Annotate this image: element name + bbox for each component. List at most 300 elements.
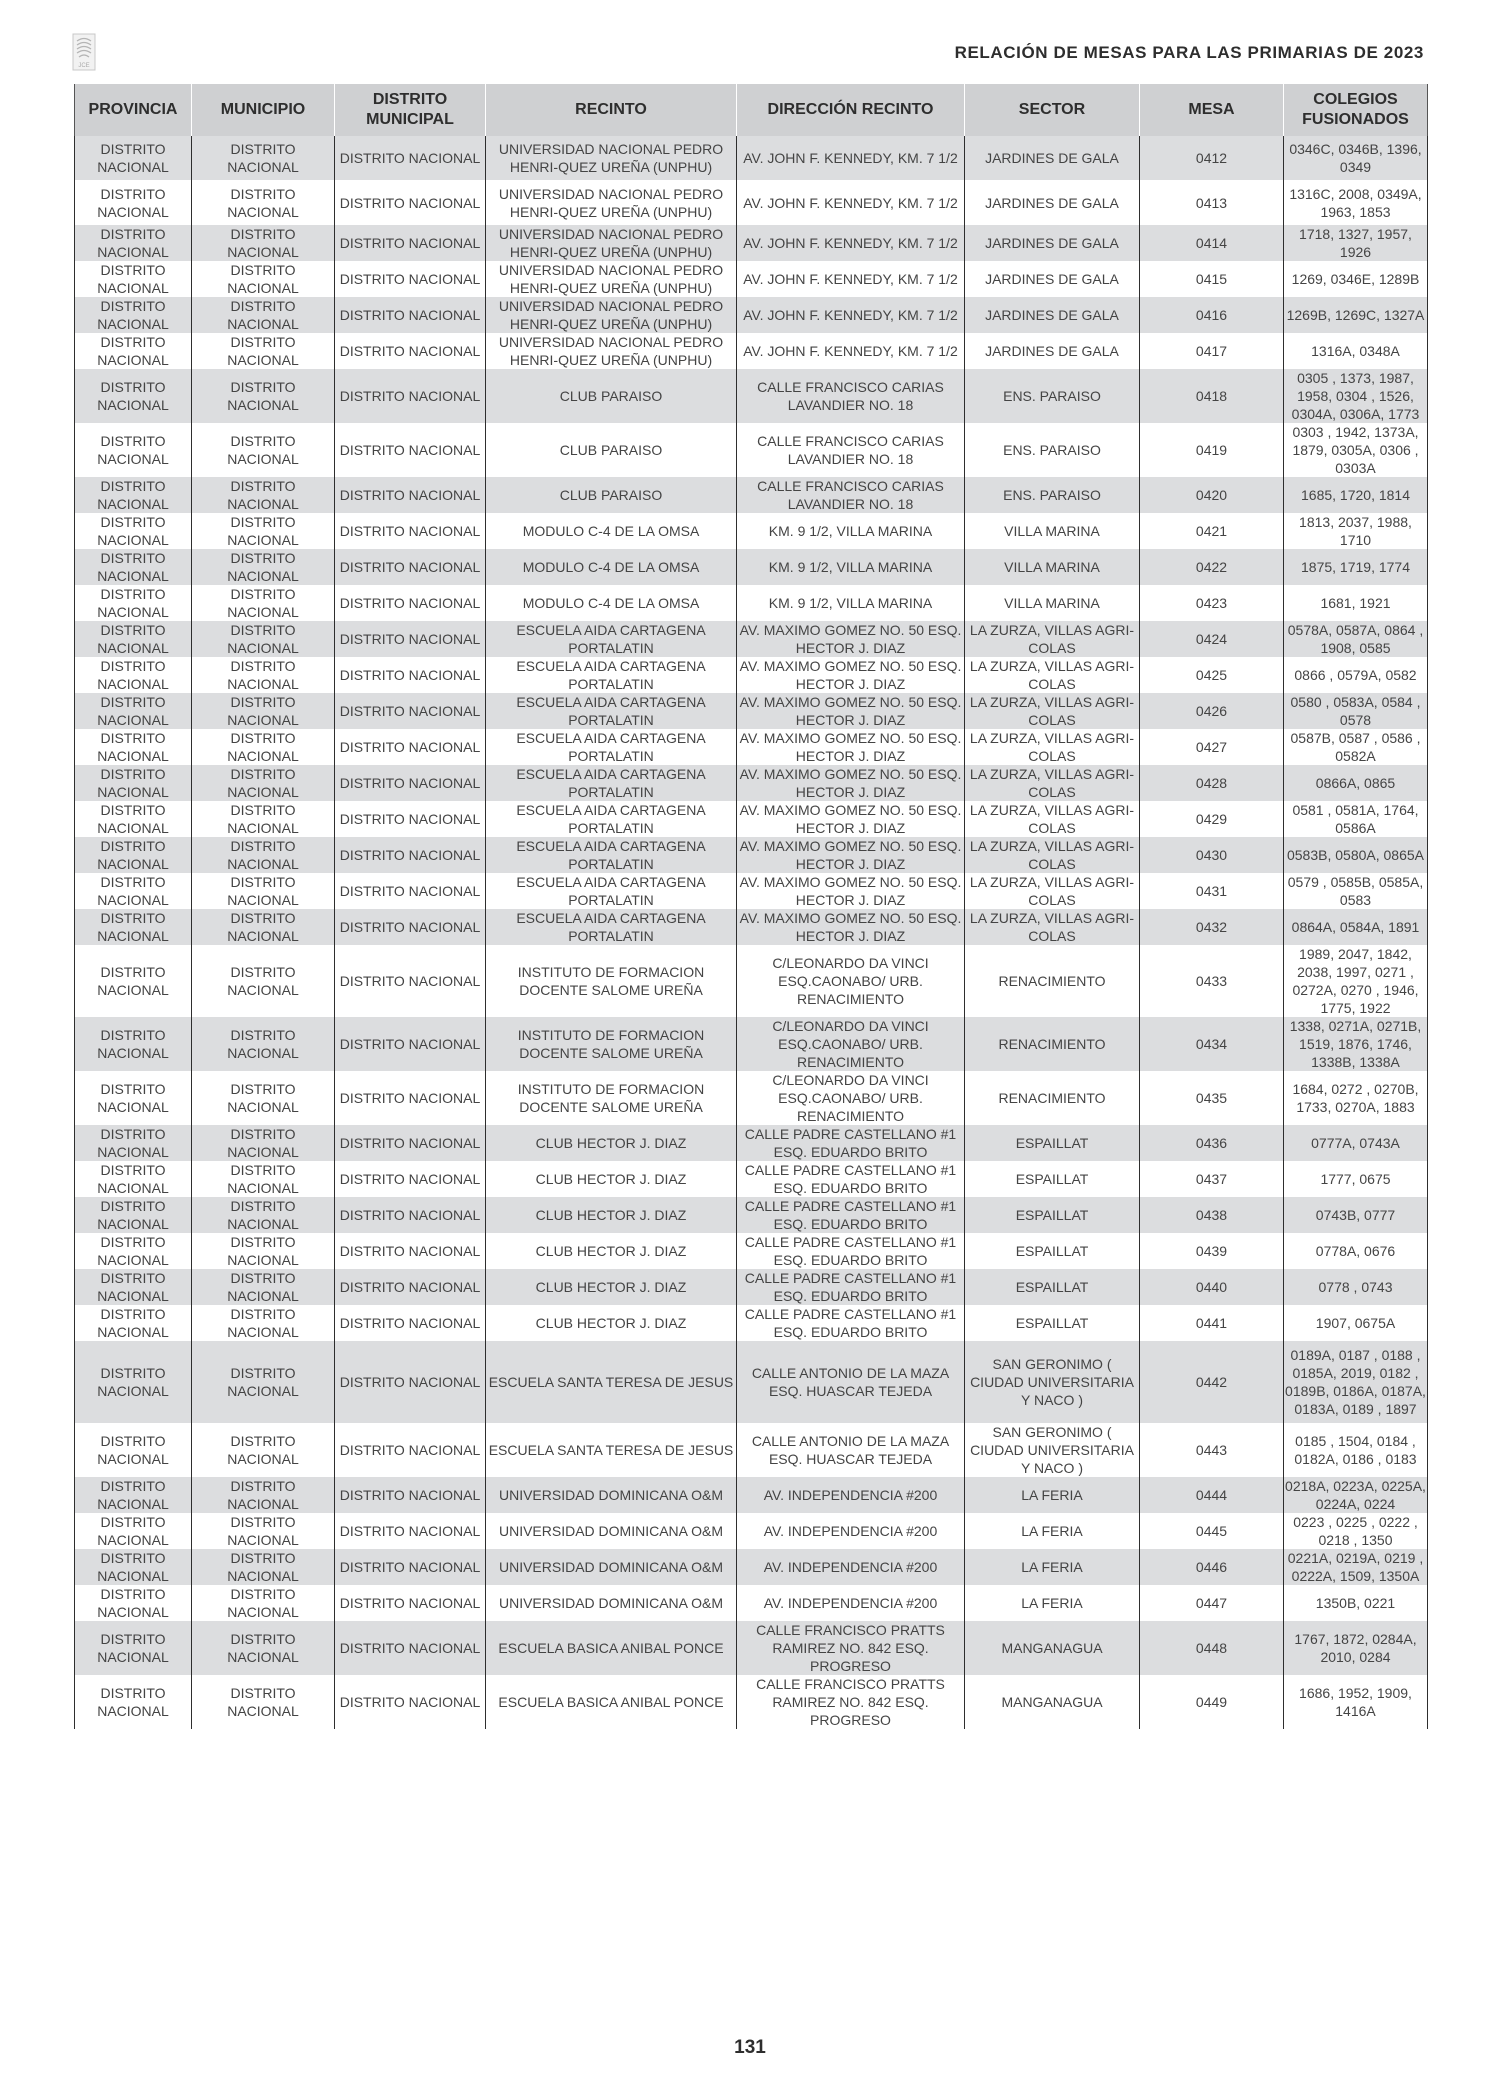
table-row: [75, 657, 1428, 693]
table-row: [75, 1269, 1428, 1305]
cell-distrito-municipal: DISTRITO NACIONAL: [335, 477, 486, 513]
column-header-municipio: MUNICIPIO: [192, 84, 335, 136]
cell-direccion-recinto: CALLE PADRE CASTELLANO #1 ESQ. EDUARDO BRITO: [737, 1161, 965, 1197]
table-row: [75, 1477, 1428, 1513]
cell-sector: LA ZURZA, VILLAS AGRI-COLAS: [965, 801, 1140, 837]
cell-direccion-recinto: CALLE PADRE CASTELLANO #1 ESQ. EDUARDO BRITO: [737, 1125, 965, 1161]
cell-provincia: DISTRITO NACIONAL: [75, 765, 192, 801]
cell-colegios-fusionados: 1907, 0675A: [1284, 1305, 1428, 1341]
cell-sector: RENACIMIENTO: [965, 1071, 1140, 1125]
table-row: [75, 1071, 1428, 1125]
cell-sector: LA ZURZA, VILLAS AGRI-COLAS: [965, 873, 1140, 909]
cell-colegios-fusionados: 1875, 1719, 1774: [1284, 549, 1428, 585]
cell-distrito-municipal: DISTRITO NACIONAL: [335, 1675, 486, 1729]
cell-colegios-fusionados: 0581 , 0581A, 1764, 0586A: [1284, 801, 1428, 837]
cell-sector: JARDINES DE GALA: [965, 261, 1140, 297]
cell-direccion-recinto: CALLE ANTONIO DE LA MAZA ESQ. HUASCAR TEJEDA: [737, 1423, 965, 1477]
cell-direccion-recinto: CALLE PADRE CASTELLANO #1 ESQ. EDUARDO BRITO: [737, 1233, 965, 1269]
cell-recinto: UNIVERSIDAD DOMINICANA O&M: [486, 1477, 737, 1513]
cell-sector: LA ZURZA, VILLAS AGRI-COLAS: [965, 693, 1140, 729]
cell-distrito-municipal: DISTRITO NACIONAL: [335, 693, 486, 729]
cell-direccion-recinto: AV. JOHN F. KENNEDY, KM. 7 1/2: [737, 180, 965, 225]
cell-municipio: DISTRITO NACIONAL: [192, 1017, 335, 1071]
cell-recinto: CLUB PARAISO: [486, 477, 737, 513]
cell-colegios-fusionados: 0218A, 0223A, 0225A, 0224A, 0224: [1285, 1478, 1426, 1512]
cell-colegios-fusionados: 0303 , 1942, 1373A, 1879, 0305A, 0306 , 0303A: [1284, 423, 1428, 477]
cell-mesa: 0436: [1140, 1125, 1284, 1161]
cell-sector: ENS. PARAISO: [965, 423, 1140, 477]
cell-mesa: 0443: [1140, 1423, 1284, 1477]
cell-municipio: DISTRITO NACIONAL: [192, 225, 335, 261]
cell-provincia: DISTRITO NACIONAL: [75, 369, 192, 423]
cell-distrito-municipal: DISTRITO NACIONAL: [335, 1269, 486, 1305]
cell-distrito-municipal: DISTRITO NACIONAL: [335, 837, 486, 873]
cell-distrito-municipal: DISTRITO NACIONAL: [335, 945, 486, 1017]
cell-municipio: DISTRITO NACIONAL: [192, 1071, 335, 1125]
cell-colegios-fusionados: 1338, 0271A, 0271B, 1519, 1876, 1746, 1338B, 1338A: [1284, 1017, 1428, 1071]
cell-provincia: DISTRITO NACIONAL: [75, 837, 192, 873]
cell-mesa: 0442: [1140, 1341, 1284, 1423]
table-row: [75, 333, 1428, 369]
cell-mesa: 0434: [1140, 1017, 1284, 1071]
cell-colegios-fusionados: 0346C, 0346B, 1396, 0349: [1284, 136, 1428, 180]
cell-recinto: INSTITUTO DE FORMACION DOCENTE SALOME UREÑA: [486, 1017, 737, 1071]
cell-colegios-fusionados: 1718, 1327, 1957, 1926: [1284, 225, 1428, 261]
cell-sector: LA FERIA: [965, 1549, 1140, 1585]
cell-provincia: DISTRITO NACIONAL: [75, 1423, 192, 1477]
cell-municipio: DISTRITO NACIONAL: [192, 477, 335, 513]
cell-mesa: 0422: [1140, 549, 1284, 585]
cell-municipio: DISTRITO NACIONAL: [192, 657, 335, 693]
cell-recinto: UNIVERSIDAD NACIONAL PEDRO HENRI-QUEZ UREÑA (UNPHU): [486, 180, 737, 225]
cell-municipio: DISTRITO NACIONAL: [192, 909, 335, 945]
cell-colegios-fusionados: 1813, 2037, 1988, 1710: [1284, 513, 1428, 549]
cell-direccion-recinto: AV. MAXIMO GOMEZ NO. 50 ESQ. HECTOR J. DIAZ: [737, 837, 965, 873]
cell-colegios-fusionados: 0185 , 1504, 0184 , 0182A, 0186 , 0183: [1284, 1423, 1428, 1477]
cell-mesa: 0429: [1140, 801, 1284, 837]
cell-colegios-fusionados: 0305 , 1373, 1987, 1958, 0304 , 1526, 0304A, 0306A, 1773: [1284, 369, 1428, 423]
cell-sector: LA FERIA: [965, 1513, 1140, 1549]
cell-direccion-recinto: AV. INDEPENDENCIA #200: [737, 1585, 965, 1621]
cell-municipio: DISTRITO NACIONAL: [192, 180, 335, 225]
table-row: [75, 621, 1428, 657]
table-row: [75, 1549, 1428, 1585]
cell-direccion-recinto: CALLE FRANCISCO CARIAS LAVANDIER NO. 18: [737, 477, 965, 513]
cell-recinto: ESCUELA AIDA CARTAGENA PORTALATIN: [486, 837, 737, 873]
cell-recinto: UNIVERSIDAD DOMINICANA O&M: [486, 1549, 737, 1585]
cell-mesa: 0444: [1140, 1477, 1284, 1513]
cell-colegios-fusionados: 1686, 1952, 1909, 1416A: [1284, 1675, 1428, 1729]
cell-recinto: CLUB HECTOR J. DIAZ: [486, 1125, 737, 1161]
cell-colegios-fusionados: 0189A, 0187 , 0188 , 0185A, 2019, 0182 , 0189B, 0186A, 0187A, 0183A, 0189 , 1897: [1284, 1341, 1428, 1423]
cell-sector: LA ZURZA, VILLAS AGRI-COLAS: [965, 909, 1140, 945]
table-row: [75, 261, 1428, 297]
cell-recinto: ESCUELA AIDA CARTAGENA PORTALATIN: [486, 909, 737, 945]
cell-provincia: DISTRITO NACIONAL: [75, 1017, 192, 1071]
table-row: [75, 136, 1428, 180]
cell-municipio: DISTRITO NACIONAL: [192, 837, 335, 873]
cell-mesa: 0438: [1140, 1197, 1284, 1233]
cell-provincia: DISTRITO NACIONAL: [75, 1197, 192, 1233]
cell-recinto: ESCUELA AIDA CARTAGENA PORTALATIN: [486, 801, 737, 837]
cell-colegios-fusionados: 1681, 1921: [1284, 585, 1428, 621]
cell-provincia: DISTRITO NACIONAL: [75, 1125, 192, 1161]
cell-direccion-recinto: KM. 9 1/2, VILLA MARINA: [737, 513, 965, 549]
cell-sector: ESPAILLAT: [965, 1125, 1140, 1161]
cell-distrito-municipal: DISTRITO NACIONAL: [335, 1423, 486, 1477]
cell-sector: VILLA MARINA: [965, 585, 1140, 621]
cell-colegios-fusionados: 0866 , 0579A, 0582: [1284, 657, 1428, 693]
cell-mesa: 0448: [1140, 1621, 1284, 1675]
table-row: [75, 1423, 1428, 1477]
cell-provincia: DISTRITO NACIONAL: [75, 909, 192, 945]
cell-distrito-municipal: DISTRITO NACIONAL: [335, 1477, 486, 1513]
cell-sector: LA ZURZA, VILLAS AGRI-COLAS: [965, 729, 1140, 765]
cell-provincia: DISTRITO NACIONAL: [75, 1513, 192, 1549]
cell-direccion-recinto: CALLE PADRE CASTELLANO #1 ESQ. EDUARDO BRITO: [737, 1305, 965, 1341]
cell-sector: LA ZURZA, VILLAS AGRI-COLAS: [965, 657, 1140, 693]
cell-recinto: ESCUELA AIDA CARTAGENA PORTALATIN: [486, 621, 737, 657]
cell-provincia: DISTRITO NACIONAL: [75, 657, 192, 693]
cell-sector: SAN GERONIMO ( CIUDAD UNIVERSITARIA Y NACO ): [965, 1341, 1140, 1423]
table-row: [75, 1125, 1428, 1161]
cell-mesa: 0416: [1140, 297, 1284, 333]
table-row: [75, 1621, 1428, 1675]
cell-distrito-municipal: DISTRITO NACIONAL: [335, 585, 486, 621]
table-row: [75, 873, 1428, 909]
cell-mesa: 0432: [1140, 909, 1284, 945]
cell-provincia: DISTRITO NACIONAL: [75, 1549, 192, 1585]
cell-mesa: 0414: [1140, 225, 1284, 261]
cell-mesa: 0424: [1140, 621, 1284, 657]
cell-distrito-municipal: DISTRITO NACIONAL: [335, 1125, 486, 1161]
cell-mesa: 0435: [1140, 1071, 1284, 1125]
cell-mesa: 0428: [1140, 765, 1284, 801]
cell-mesa: 0427: [1140, 729, 1284, 765]
cell-direccion-recinto: AV. MAXIMO GOMEZ NO. 50 ESQ. HECTOR J. DIAZ: [737, 621, 965, 657]
cell-recinto: MODULO C-4 DE LA OMSA: [486, 513, 737, 549]
cell-distrito-municipal: DISTRITO NACIONAL: [335, 1071, 486, 1125]
table-row: [75, 369, 1428, 423]
cell-distrito-municipal: DISTRITO NACIONAL: [335, 1197, 486, 1233]
cell-colegios-fusionados: 0778 , 0743: [1284, 1269, 1428, 1305]
cell-provincia: DISTRITO NACIONAL: [75, 1675, 192, 1729]
cell-direccion-recinto: CALLE FRANCISCO CARIAS LAVANDIER NO. 18: [737, 369, 965, 423]
cell-direccion-recinto: AV. INDEPENDENCIA #200: [737, 1477, 965, 1513]
cell-mesa: 0447: [1140, 1585, 1284, 1621]
cell-distrito-municipal: DISTRITO NACIONAL: [335, 1549, 486, 1585]
cell-recinto: ESCUELA AIDA CARTAGENA PORTALATIN: [486, 873, 737, 909]
cell-colegios-fusionados: 0866A, 0865: [1284, 765, 1428, 801]
table-header-row: [75, 84, 1428, 136]
cell-distrito-municipal: DISTRITO NACIONAL: [335, 180, 486, 225]
cell-direccion-recinto: CALLE PADRE CASTELLANO #1 ESQ. EDUARDO BRITO: [737, 1197, 965, 1233]
cell-distrito-municipal: DISTRITO NACIONAL: [335, 801, 486, 837]
cell-municipio: DISTRITO NACIONAL: [192, 1675, 335, 1729]
cell-distrito-municipal: DISTRITO NACIONAL: [335, 513, 486, 549]
table-row: [75, 549, 1428, 585]
cell-sector: MANGANAGUA: [965, 1621, 1140, 1675]
cell-colegios-fusionados: 1316A, 0348A: [1284, 333, 1428, 369]
cell-mesa: 0421: [1140, 513, 1284, 549]
cell-distrito-municipal: DISTRITO NACIONAL: [335, 1513, 486, 1549]
cell-distrito-municipal: DISTRITO NACIONAL: [335, 369, 486, 423]
cell-colegios-fusionados: 1350B, 0221: [1284, 1585, 1428, 1621]
cell-distrito-municipal: DISTRITO NACIONAL: [335, 909, 486, 945]
cell-direccion-recinto: AV. MAXIMO GOMEZ NO. 50 ESQ. HECTOR J. DIAZ: [737, 801, 965, 837]
cell-provincia: DISTRITO NACIONAL: [75, 1341, 192, 1423]
cell-mesa: 0412: [1140, 136, 1284, 180]
cell-direccion-recinto: AV. INDEPENDENCIA #200: [737, 1549, 965, 1585]
cell-municipio: DISTRITO NACIONAL: [192, 1197, 335, 1233]
cell-mesa: 0439: [1140, 1233, 1284, 1269]
cell-municipio: DISTRITO NACIONAL: [192, 1305, 335, 1341]
cell-provincia: DISTRITO NACIONAL: [75, 423, 192, 477]
cell-colegios-fusionados: 0579 , 0585B, 0585A, 0583: [1284, 873, 1428, 909]
table-row: [75, 423, 1428, 477]
table-row: [75, 1161, 1428, 1197]
cell-direccion-recinto: AV. JOHN F. KENNEDY, KM. 7 1/2: [737, 261, 965, 297]
cell-distrito-municipal: DISTRITO NACIONAL: [335, 1017, 486, 1071]
svg-text:JCE: JCE: [78, 63, 90, 69]
cell-distrito-municipal: DISTRITO NACIONAL: [335, 549, 486, 585]
cell-municipio: DISTRITO NACIONAL: [192, 873, 335, 909]
cell-provincia: DISTRITO NACIONAL: [75, 180, 192, 225]
cell-colegios-fusionados: 0587B, 0587 , 0586 , 0582A: [1284, 729, 1428, 765]
table-row: [75, 1017, 1428, 1071]
cell-recinto: UNIVERSIDAD NACIONAL PEDRO HENRI-QUEZ UREÑA (UNPHU): [486, 225, 737, 261]
cell-mesa: 0417: [1140, 333, 1284, 369]
column-header-sector: SECTOR: [965, 84, 1140, 136]
cell-municipio: DISTRITO NACIONAL: [192, 1341, 335, 1423]
cell-recinto: UNIVERSIDAD NACIONAL PEDRO HENRI-QUEZ UREÑA (UNPHU): [486, 136, 737, 180]
table-row: [75, 1305, 1428, 1341]
cell-sector: LA ZURZA, VILLAS AGRI-COLAS: [965, 621, 1140, 657]
cell-recinto: UNIVERSIDAD DOMINICANA O&M: [486, 1513, 737, 1549]
cell-municipio: DISTRITO NACIONAL: [192, 765, 335, 801]
cell-direccion-recinto: C/LEONARDO DA VINCI ESQ.CAONABO/ URB. RENACIMIENTO: [737, 1017, 965, 1071]
cell-municipio: DISTRITO NACIONAL: [192, 549, 335, 585]
cell-municipio: DISTRITO NACIONAL: [192, 585, 335, 621]
cell-recinto: UNIVERSIDAD NACIONAL PEDRO HENRI-QUEZ UREÑA (UNPHU): [486, 261, 737, 297]
cell-distrito-municipal: DISTRITO NACIONAL: [335, 1161, 486, 1197]
cell-recinto: UNIVERSIDAD NACIONAL PEDRO HENRI-QUEZ UREÑA (UNPHU): [486, 333, 737, 369]
table-row: [75, 729, 1428, 765]
cell-sector: JARDINES DE GALA: [965, 180, 1140, 225]
cell-direccion-recinto: AV. JOHN F. KENNEDY, KM. 7 1/2: [737, 225, 965, 261]
cell-direccion-recinto: CALLE FRANCISCO PRATTS RAMIREZ NO. 842 ESQ. PROGRESO: [737, 1621, 965, 1675]
cell-sector: JARDINES DE GALA: [965, 136, 1140, 180]
cell-mesa: 0419: [1140, 423, 1284, 477]
cell-municipio: DISTRITO NACIONAL: [192, 1513, 335, 1549]
cell-colegios-fusionados: 0743B, 0777: [1284, 1197, 1428, 1233]
cell-distrito-municipal: DISTRITO NACIONAL: [335, 1585, 486, 1621]
cell-mesa: 0418: [1140, 369, 1284, 423]
cell-recinto: ESCUELA AIDA CARTAGENA PORTALATIN: [486, 657, 737, 693]
cell-direccion-recinto: CALLE ANTONIO DE LA MAZA ESQ. HUASCAR TEJEDA: [737, 1341, 965, 1423]
cell-colegios-fusionados: 0777A, 0743A: [1284, 1125, 1428, 1161]
cell-mesa: 0413: [1140, 180, 1284, 225]
cell-recinto: ESCUELA SANTA TERESA DE JESUS: [486, 1423, 737, 1477]
cell-municipio: DISTRITO NACIONAL: [192, 1161, 335, 1197]
table-row: [75, 765, 1428, 801]
cell-sector: ESPAILLAT: [965, 1197, 1140, 1233]
cell-municipio: DISTRITO NACIONAL: [192, 621, 335, 657]
cell-mesa: 0441: [1140, 1305, 1284, 1341]
cell-provincia: DISTRITO NACIONAL: [75, 621, 192, 657]
cell-provincia: DISTRITO NACIONAL: [75, 136, 192, 180]
cell-sector: ENS. PARAISO: [965, 477, 1140, 513]
cell-provincia: DISTRITO NACIONAL: [75, 801, 192, 837]
table-row: [75, 945, 1428, 1017]
cell-direccion-recinto: AV. JOHN F. KENNEDY, KM. 7 1/2: [737, 136, 965, 180]
cell-municipio: DISTRITO NACIONAL: [192, 801, 335, 837]
table-row: [75, 693, 1428, 729]
cell-colegios-fusionados: 1777, 0675: [1284, 1161, 1428, 1197]
cell-distrito-municipal: DISTRITO NACIONAL: [335, 423, 486, 477]
cell-mesa: 0425: [1140, 657, 1284, 693]
cell-sector: MANGANAGUA: [965, 1675, 1140, 1729]
cell-direccion-recinto: AV. MAXIMO GOMEZ NO. 50 ESQ. HECTOR J. DIAZ: [737, 693, 965, 729]
cell-colegios-fusionados: 0583B, 0580A, 0865A: [1284, 837, 1428, 873]
cell-sector: RENACIMIENTO: [965, 945, 1140, 1017]
cell-municipio: DISTRITO NACIONAL: [192, 1477, 335, 1513]
cell-sector: JARDINES DE GALA: [965, 297, 1140, 333]
cell-recinto: UNIVERSIDAD NACIONAL PEDRO HENRI-QUEZ UREÑA (UNPHU): [486, 297, 737, 333]
table-row: [75, 1233, 1428, 1269]
cell-colegios-fusionados: 1685, 1720, 1814: [1284, 477, 1428, 513]
cell-recinto: CLUB HECTOR J. DIAZ: [486, 1305, 737, 1341]
cell-distrito-municipal: DISTRITO NACIONAL: [335, 729, 486, 765]
cell-colegios-fusionados: 0221A, 0219A, 0219 , 0222A, 1509, 1350A: [1284, 1549, 1428, 1585]
cell-colegios-fusionados: 0778A, 0676: [1284, 1233, 1428, 1269]
cell-municipio: DISTRITO NACIONAL: [192, 297, 335, 333]
cell-mesa: 0445: [1140, 1513, 1284, 1549]
table-row: [75, 909, 1428, 945]
cell-distrito-municipal: DISTRITO NACIONAL: [335, 225, 486, 261]
cell-sector: ESPAILLAT: [965, 1305, 1140, 1341]
cell-direccion-recinto: AV. JOHN F. KENNEDY, KM. 7 1/2: [737, 333, 965, 369]
cell-municipio: DISTRITO NACIONAL: [192, 1549, 335, 1585]
cell-municipio: DISTRITO NACIONAL: [192, 513, 335, 549]
column-header-provincia: PROVINCIA: [75, 84, 192, 136]
cell-mesa: 0433: [1140, 945, 1284, 1017]
cell-distrito-municipal: DISTRITO NACIONAL: [335, 136, 486, 180]
cell-sector: LA ZURZA, VILLAS AGRI-COLAS: [965, 765, 1140, 801]
cell-distrito-municipal: DISTRITO NACIONAL: [335, 873, 486, 909]
cell-recinto: ESCUELA AIDA CARTAGENA PORTALATIN: [486, 729, 737, 765]
cell-municipio: DISTRITO NACIONAL: [192, 333, 335, 369]
cell-colegios-fusionados: 1269B, 1269C, 1327A: [1284, 297, 1428, 333]
table-row: [75, 225, 1428, 261]
cell-colegios-fusionados: 0864A, 0584A, 1891: [1284, 909, 1428, 945]
cell-direccion-recinto: AV. MAXIMO GOMEZ NO. 50 ESQ. HECTOR J. DIAZ: [737, 657, 965, 693]
cell-colegios-fusionados: 1767, 1872, 0284A, 2010, 0284: [1284, 1621, 1428, 1675]
cell-colegios-fusionados: 0580 , 0583A, 0584 , 0578: [1284, 693, 1428, 729]
cell-direccion-recinto: CALLE PADRE CASTELLANO #1 ESQ. EDUARDO BRITO: [737, 1269, 965, 1305]
cell-sector: ESPAILLAT: [965, 1161, 1140, 1197]
table-row: [75, 1513, 1428, 1549]
cell-direccion-recinto: C/LEONARDO DA VINCI ESQ.CAONABO/ URB. RENACIMIENTO: [737, 945, 965, 1017]
cell-provincia: DISTRITO NACIONAL: [75, 513, 192, 549]
table-row: [75, 1341, 1428, 1423]
cell-provincia: DISTRITO NACIONAL: [75, 1621, 192, 1675]
table-row: [75, 1675, 1428, 1729]
column-header-distrito-municipal: DISTRITO MUNICIPAL: [335, 84, 486, 136]
cell-provincia: DISTRITO NACIONAL: [75, 1305, 192, 1341]
cell-sector: ESPAILLAT: [965, 1233, 1140, 1269]
cell-recinto: CLUB HECTOR J. DIAZ: [486, 1269, 737, 1305]
cell-mesa: 0415: [1140, 261, 1284, 297]
cell-sector: LA ZURZA, VILLAS AGRI-COLAS: [965, 837, 1140, 873]
cell-municipio: DISTRITO NACIONAL: [192, 136, 335, 180]
table-row: [75, 801, 1428, 837]
cell-municipio: DISTRITO NACIONAL: [192, 693, 335, 729]
cell-sector: ESPAILLAT: [965, 1269, 1140, 1305]
cell-recinto: ESCUELA BASICA ANIBAL PONCE: [486, 1675, 737, 1729]
cell-provincia: DISTRITO NACIONAL: [75, 693, 192, 729]
cell-distrito-municipal: DISTRITO NACIONAL: [335, 261, 486, 297]
cell-direccion-recinto: AV. MAXIMO GOMEZ NO. 50 ESQ. HECTOR J. DIAZ: [737, 909, 965, 945]
column-header-colegios-fusionados: COLEGIOS FUSIONADOS: [1284, 84, 1428, 136]
cell-municipio: DISTRITO NACIONAL: [192, 1423, 335, 1477]
cell-provincia: DISTRITO NACIONAL: [75, 945, 192, 1017]
cell-recinto: CLUB PARAISO: [486, 423, 737, 477]
cell-provincia: DISTRITO NACIONAL: [75, 477, 192, 513]
voting-tables-list: [74, 84, 1428, 1729]
jce-logo-icon: [72, 33, 96, 71]
cell-recinto: ESCUELA BASICA ANIBAL PONCE: [486, 1621, 737, 1675]
column-header-mesa: MESA: [1140, 84, 1284, 136]
cell-direccion-recinto: AV. MAXIMO GOMEZ NO. 50 ESQ. HECTOR J. DIAZ: [737, 729, 965, 765]
cell-sector: SAN GERONIMO ( CIUDAD UNIVERSITARIA Y NACO ): [965, 1423, 1140, 1477]
cell-municipio: DISTRITO NACIONAL: [192, 261, 335, 297]
cell-mesa: 0430: [1140, 837, 1284, 873]
cell-recinto: ESCUELA SANTA TERESA DE JESUS: [486, 1341, 737, 1423]
cell-distrito-municipal: DISTRITO NACIONAL: [335, 657, 486, 693]
cell-distrito-municipal: DISTRITO NACIONAL: [335, 297, 486, 333]
cell-colegios-fusionados: 1989, 2047, 1842, 2038, 1997, 0271 , 0272A, 0270 , 1946, 1775, 1922: [1284, 945, 1428, 1017]
cell-municipio: DISTRITO NACIONAL: [192, 1125, 335, 1161]
cell-municipio: DISTRITO NACIONAL: [192, 1233, 335, 1269]
cell-mesa: 0437: [1140, 1161, 1284, 1197]
cell-direccion-recinto: KM. 9 1/2, VILLA MARINA: [737, 585, 965, 621]
cell-provincia: DISTRITO NACIONAL: [75, 1477, 192, 1513]
cell-recinto: CLUB HECTOR J. DIAZ: [486, 1161, 737, 1197]
cell-distrito-municipal: DISTRITO NACIONAL: [335, 1341, 486, 1423]
cell-colegios-fusionados: 1316C, 2008, 0349A, 1963, 1853: [1284, 180, 1428, 225]
cell-provincia: DISTRITO NACIONAL: [75, 729, 192, 765]
cell-mesa: 0449: [1140, 1675, 1284, 1729]
cell-sector: VILLA MARINA: [965, 513, 1140, 549]
cell-provincia: DISTRITO NACIONAL: [75, 549, 192, 585]
cell-provincia: DISTRITO NACIONAL: [75, 1071, 192, 1125]
cell-municipio: DISTRITO NACIONAL: [192, 423, 335, 477]
table-row: [75, 297, 1428, 333]
cell-sector: RENACIMIENTO: [965, 1017, 1140, 1071]
document-title: RELACIÓN DE MESAS PARA LAS PRIMARIAS DE 2023: [954, 43, 1424, 62]
cell-distrito-municipal: DISTRITO NACIONAL: [335, 765, 486, 801]
cell-distrito-municipal: DISTRITO NACIONAL: [335, 621, 486, 657]
cell-direccion-recinto: AV. INDEPENDENCIA #200: [737, 1513, 965, 1549]
cell-colegios-fusionados: 0223 , 0225 , 0222 , 0218 , 1350: [1284, 1513, 1428, 1549]
cell-recinto: MODULO C-4 DE LA OMSA: [486, 549, 737, 585]
cell-provincia: DISTRITO NACIONAL: [75, 1585, 192, 1621]
cell-recinto: CLUB HECTOR J. DIAZ: [486, 1197, 737, 1233]
cell-direccion-recinto: CALLE FRANCISCO CARIAS LAVANDIER NO. 18: [737, 423, 965, 477]
cell-provincia: DISTRITO NACIONAL: [75, 333, 192, 369]
cell-direccion-recinto: AV. MAXIMO GOMEZ NO. 50 ESQ. HECTOR J. DIAZ: [737, 765, 965, 801]
